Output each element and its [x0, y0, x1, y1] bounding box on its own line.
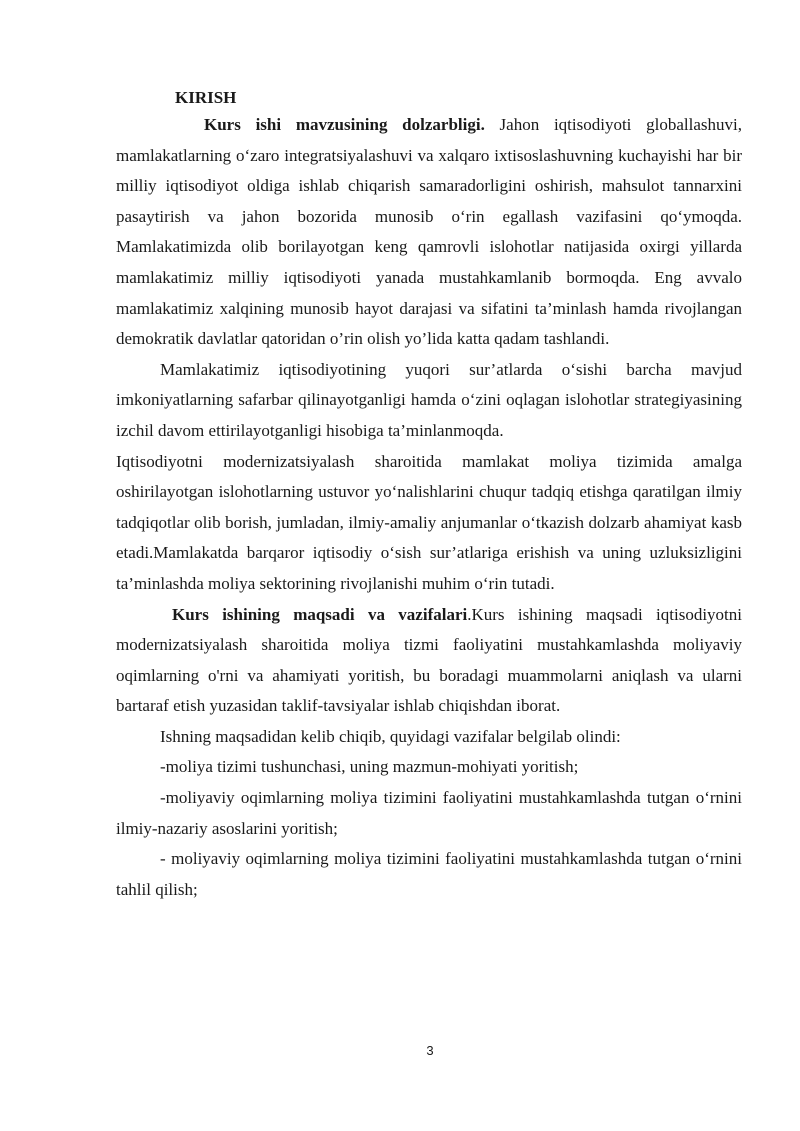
body-text — [116, 110, 742, 905]
task-item — [116, 844, 742, 905]
paragraph-text: Jahon iqtisodiyoti globallashuvi, mamlakatlarning o‘zaro integratsiyalashuvi va xalqaro ixtisoslashuvning kuchayishi har bir milliy iqtisodiyot oldiga ishlab chiqarish samaradorligini oshirish, mahsulot tannarxini pasaytirish va jahon bozorida munosib o‘rin egallash vazifasini qo‘ymoqda. Mamlakatimizda olib borilayotgan keng qamrovli islohotlar natijasida oxirgi yillarda mamlakatimiz milliy iqtisodiyoti yanada mustahkamlanib bormoqda. Eng avvalo mamlakatimiz xalqining munosib hayot darajasi va sifatini ta’minlash hamda rivojlangan demokratik davlatlar qatoridan o’rin olish yo’lida katta qadam tashlandi. — [116, 115, 742, 349]
page-number: 3 — [426, 1043, 434, 1058]
task-item — [116, 783, 742, 844]
task-item — [116, 752, 742, 783]
section-heading: KIRISH — [175, 88, 237, 107]
paragraph-text: - moliyaviy oqimlarning moliya tizimini faoliyatini mustahkamlashda tutgan o‘rnini tahlil qilish; — [116, 849, 742, 899]
paragraph-text: Iqtisodiyotni modernizatsiyalash sharoitida mamlakat moliya tizimida amalga oshirilayotgan islohotlarning ustuvor yo‘nalishlarini chuqur tadqiq etishga qaratilgan ilmiy tadqiqotlar olib borish, jumladan, ilmiy-amaliy anjumanlar o‘tkazish dolzarb ahamiyat kasb etadi.Mamlakatda barqaror iqtisodiy o‘sish sur’atlariga erishish va uning uzluksizligini ta’minlashda moliya sektorining rivojlanishi muhim o‘rin tutadi. — [116, 451, 742, 593]
paragraph-aims — [116, 600, 742, 722]
paragraph-text: -moliyaviy oqimlarning moliya tizimini faoliyatini mustahkamlashda tutgan o‘rnini ilmiy-nazariy asoslarini yoritish; — [116, 788, 742, 838]
paragraph-relevance — [116, 110, 742, 355]
paragraph-growth — [116, 355, 742, 447]
paragraph-text: .Kurs ishining maqsadi iqtisodiyotni modernizatsiyalash sharoitida moliya tizmi faoliyatini mustahkamlashda moliyaviy oqimlarning o'rni va ahamiyati yoritish, bu boradagi muammolarni aniqlash va ularni bartaraf etish yuzasidan taklif-tavsiyalar ishlab chiqishdan iborat. — [116, 604, 742, 716]
paragraph-text: Ishning maqsadidan kelib chiqib, quyidagi vazifalar belgilab olindi: — [160, 726, 621, 746]
paragraph-modernization — [116, 447, 742, 600]
paragraph-text: Mamlakatimiz iqtisodiyotining yuqori sur’atlarda o‘sishi barcha mavjud imkoniyatlarning safarbar qilinayotganligi hamda o‘zini oqlagan islohotlar strategiyasining izchil davom ettirilayotganligi hisobiga ta’minlanmoqda. — [116, 359, 742, 440]
paragraph-lead: Kurs ishining maqsadi va vazifalari — [172, 604, 468, 624]
paragraph-text: -moliya tizimi tushunchasi, uning mazmun-mohiyati yoritish; — [160, 757, 579, 777]
paragraph-tasks-intro — [116, 722, 742, 753]
paragraph-lead: Kurs ishi mavzusining dolzarbligi. — [204, 115, 485, 134]
